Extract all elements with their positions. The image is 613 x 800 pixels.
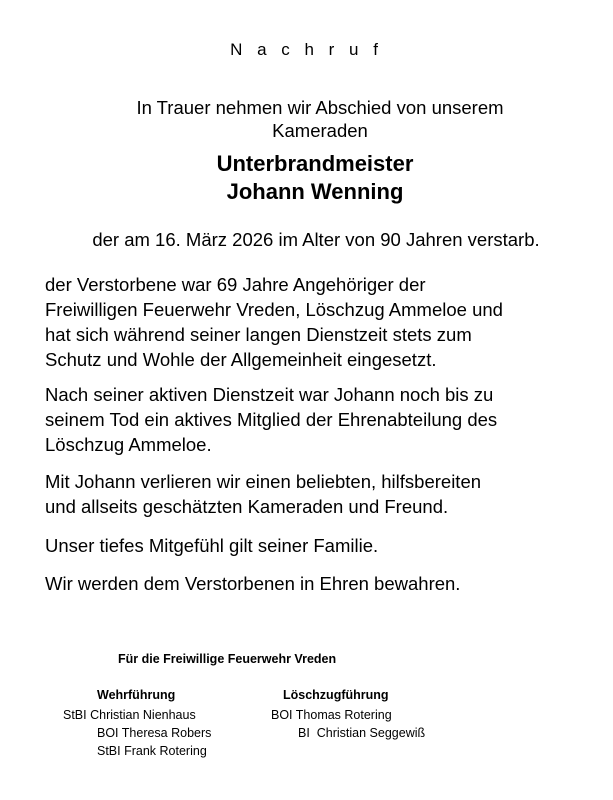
deceased-name: Johann Wenning — [226, 179, 404, 204]
paragraph-honorary — [45, 382, 605, 457]
paragraph-loss — [45, 469, 605, 519]
paragraph-line: Löschzug Ammeloe. — [45, 434, 212, 455]
signature-heading: Für die Freiwillige Feuerwehr Vreden — [118, 652, 337, 666]
paragraph-line: Freiwilligen Feuerwehr Vreden, Löschzug Ammeloe und — [45, 299, 503, 320]
death-date-line: der am 16. März 2026 im Alter von 90 Jahren verstarb. — [92, 229, 540, 250]
paragraph-line: Mit Johann verlieren wir einen beliebten, hilfsbereiten — [45, 471, 482, 492]
paragraph-condolence: Unser tiefes Mitgefühl gilt seiner Familie. — [45, 535, 379, 556]
signatory-name: BOI Thomas Rotering — [271, 708, 392, 722]
paragraph-line: seinem Tod ein aktives Mitglied der Ehrenabteilung des — [45, 409, 498, 430]
loeschzugfuehrung-heading: Löschzugführung — [283, 688, 389, 702]
deceased-name-block — [0, 150, 613, 206]
signatory-name: BOI Theresa Robers — [97, 726, 212, 740]
intro-line: In Trauer nehmen wir Abschied von unserem — [136, 97, 504, 118]
deceased-rank: Unterbrandmeister — [216, 151, 414, 176]
paragraph-membership — [45, 272, 605, 372]
paragraph-line: und allseits geschätzten Kameraden und Freund. — [45, 496, 449, 517]
signatory-name: StBI Christian Nienhaus — [63, 708, 196, 722]
intro-text — [0, 96, 613, 142]
wehrfuehrung-heading: Wehrführung — [97, 688, 176, 702]
intro-line: Kameraden — [272, 120, 368, 141]
document-title: N a c h r u f — [230, 40, 383, 59]
paragraph-line: Schutz und Wohle der Allgemeinheit eingesetzt. — [45, 349, 437, 370]
signatory-name: BI Christian Seggewiß — [298, 726, 426, 740]
paragraph-honor: Wir werden dem Verstorbenen in Ehren bewahren. — [45, 573, 461, 594]
paragraph-line: der Verstorbene war 69 Jahre Angehöriger der — [45, 274, 426, 295]
paragraph-line: hat sich während seiner langen Dienstzeit stets zum — [45, 324, 472, 345]
paragraph-line: Nach seiner aktiven Dienstzeit war Johann noch bis zu — [45, 384, 494, 405]
signatory-name: StBI Frank Rotering — [97, 744, 207, 758]
